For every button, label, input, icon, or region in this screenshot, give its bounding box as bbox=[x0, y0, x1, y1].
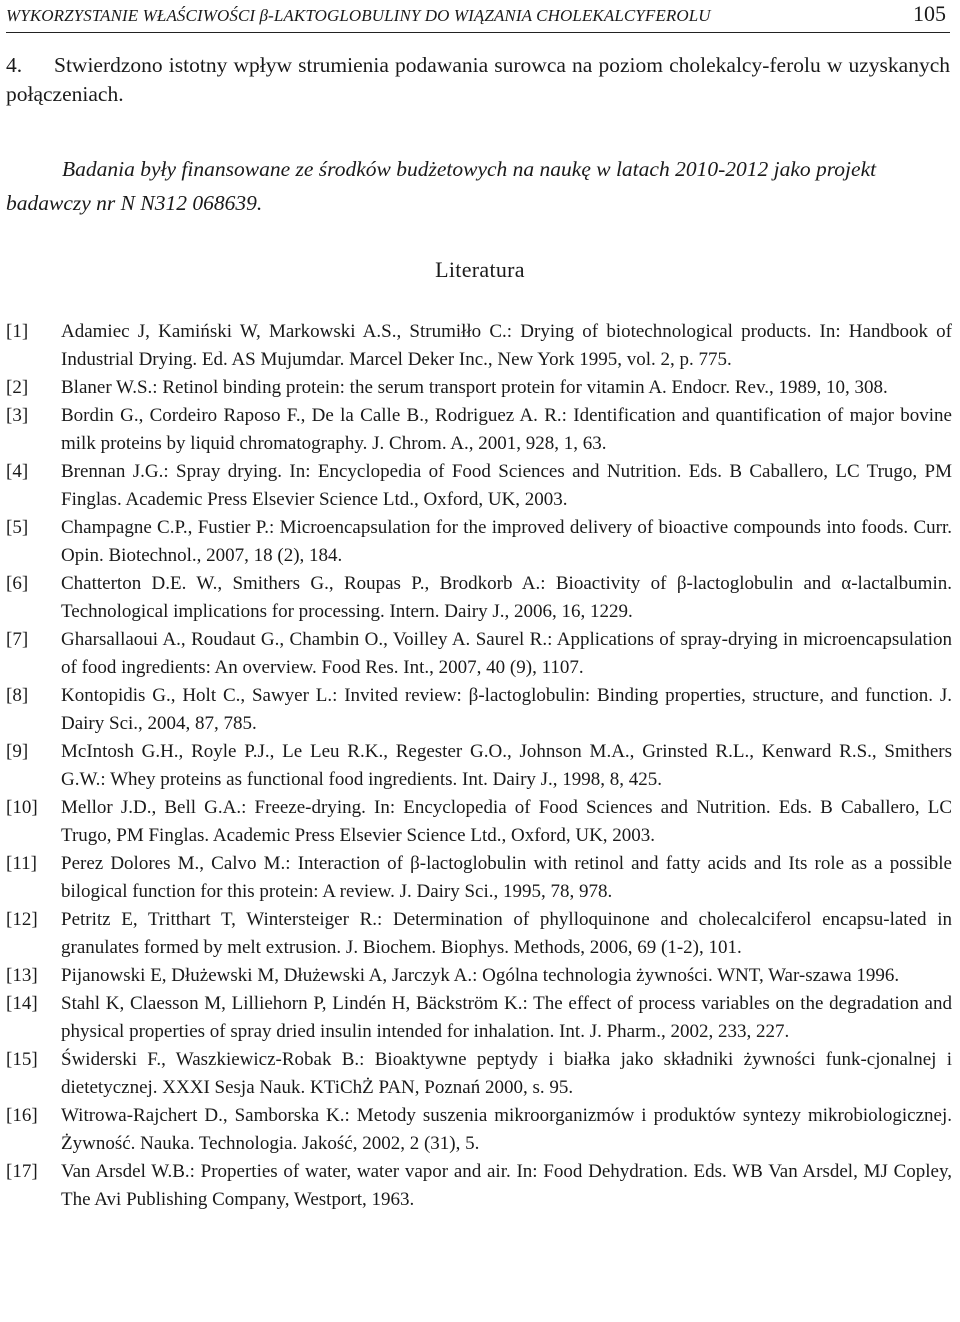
page-number: 105 bbox=[913, 1, 946, 26]
reference-number: [6] bbox=[6, 573, 29, 594]
reference-number: [13] bbox=[6, 965, 38, 986]
reference-number: [14] bbox=[6, 993, 38, 1014]
reference-number: [2] bbox=[6, 377, 29, 398]
reference-text: McIntosh G.H., Royle P.J., Le Leu R.K., Regester G.O., Johnson M.A., Grinsted R.L., Kenward R.S., Smithers G.W.: Whey proteins as functional food ingredients. Int. Dairy J., 1998, 8, 425. bbox=[61, 741, 952, 790]
reference-text: Świderski F., Waszkiewicz-Robak B.: Bioaktywne peptydy i białka jako składniki żywności funk-cjonalnej i dietetycznej. XXXI Sesja Nauk. KTiChŻ PAN, Poznań 2000, s. 95. bbox=[61, 1049, 952, 1098]
reference-text: Petritz E, Tritthart T, Wintersteiger R.: Determination of phylloquinone and cholecalciferol encapsu-lated in granulates formed by melt extrusion. J. Biochem. Biophys. Methods, 2006, 69 (1-2), 101. bbox=[61, 909, 952, 958]
reference-item bbox=[6, 1046, 952, 1102]
reference-number: [8] bbox=[6, 685, 29, 706]
reference-number: [10] bbox=[6, 797, 38, 818]
running-title: WYKORZYSTANIE WŁAŚCIWOŚCI β-LAKTOGLOBULINY DO WIĄZANIA CHOLEKALCYFEROLU bbox=[6, 6, 711, 25]
reference-number: [9] bbox=[6, 741, 29, 762]
reference-item bbox=[6, 794, 952, 850]
reference-text: Gharsallaoui A., Roudaut G., Chambin O., Voilley A. Saurel R.: Applications of spray-drying in microencapsulation of food ingredients: An overview. Food Res. Int., 2007, 40 (9), 1107. bbox=[61, 629, 952, 678]
reference-text: Adamiec J, Kamiński W, Markowski A.S., Strumiłło C.: Drying of biotechnological products. In: Handbook of Industrial Drying. Ed. AS Mujumdar. Marcel Deker Inc., New York 1995, vol. 2, p. 775. bbox=[61, 321, 952, 370]
reference-number: [17] bbox=[6, 1161, 38, 1182]
reference-text: Blaner W.S.: Retinol binding protein: the serum transport protein for vitamin A. Endocr. Rev., 1989, 10, 308. bbox=[61, 377, 888, 398]
reference-text: Stahl K, Claesson M, Lilliehorn P, Lindén H, Bäckström K.: The effect of process variables on the degradation and physical properties of spray dried insulin intended for inhalation. Int. J. Pharm., 2002, 233, 227. bbox=[61, 993, 952, 1042]
reference-text: Kontopidis G., Holt C., Sawyer L.: Invited review: β-lactoglobulin: Binding properties, structure, and function. J. Dairy Sci., 2004, 87, 785. bbox=[61, 685, 952, 734]
reference-number: [1] bbox=[6, 321, 29, 342]
reference-number: [12] bbox=[6, 909, 38, 930]
reference-item bbox=[6, 1158, 952, 1214]
conclusion-number: 4. bbox=[6, 53, 23, 77]
reference-item bbox=[6, 990, 952, 1046]
reference-item bbox=[6, 738, 952, 794]
reference-text: Mellor J.D., Bell G.A.: Freeze-drying. In: Encyclopedia of Food Sciences and Nutrition. Eds. B Caballero, LC Trugo, PM Finglas. Academic Press Elsevier Science Ltd., Oxford, UK, 2003. bbox=[61, 797, 952, 846]
reference-item bbox=[6, 318, 952, 374]
reference-text: Perez Dolores M., Calvo M.: Interaction of β-lactoglobulin with retinol and fatty acids and Its role as a possible bilogical function for this protein: A review. J. Dairy Sci., 1995, 78, 978. bbox=[61, 853, 952, 902]
reference-text: Pijanowski E, Dłużewski M, Dłużewski A, Jarczyk A.: Ogólna technologia żywności. WNT, War-szawa 1996. bbox=[61, 965, 900, 986]
reference-number: [15] bbox=[6, 1049, 38, 1070]
reference-number: [4] bbox=[6, 461, 29, 482]
reference-text: Bordin G., Cordeiro Raposo F., De la Calle B., Rodriguez A. R.: Identification and quantification of major bovine milk proteins by liquid chromatography. J. Chrom. A., 2001, 928, 1, 63. bbox=[61, 405, 952, 454]
reference-item bbox=[6, 850, 952, 906]
reference-item bbox=[6, 374, 952, 402]
reference-text: Brennan J.G.: Spray drying. In: Encyclopedia of Food Sciences and Nutrition. Eds. B Caballero, LC Trugo, PM Finglas. Academic Press Elsevier Science Ltd., Oxford, UK, 2003. bbox=[61, 461, 952, 510]
reference-item bbox=[6, 458, 952, 514]
literature-heading: Literatura bbox=[435, 257, 525, 282]
reference-item bbox=[6, 570, 952, 626]
reference-number: [16] bbox=[6, 1105, 38, 1126]
running-header bbox=[6, 0, 950, 33]
reference-text: Witrowa-Rajchert D., Samborska K.: Metody suszenia mikroorganizmów i produktów syntezy mikrobiologicznej. Żywność. Nauka. Technologia. Jakość, 2002, 2 (31), 5. bbox=[61, 1105, 952, 1154]
reference-item bbox=[6, 962, 952, 990]
reference-number: [3] bbox=[6, 405, 29, 426]
reference-text: Champagne C.P., Fustier P.: Microencapsulation for the improved delivery of bioactive compounds into foods. Curr. Opin. Biotechnol., 2007, 18 (2), 184. bbox=[61, 517, 952, 566]
reference-number: [5] bbox=[6, 517, 29, 538]
reference-item bbox=[6, 402, 952, 458]
reference-list bbox=[6, 318, 952, 1214]
funding-note: Badania były finansowane ze środków budżetowych na naukę w latach 2010-2012 jako projekt badawczy nr N N312 068639. bbox=[6, 157, 877, 215]
reference-number: [11] bbox=[6, 853, 37, 874]
reference-item bbox=[6, 1102, 952, 1158]
conclusion-text: Stwierdzono istotny wpływ strumienia podawania surowca na poziom cholekalcy-ferolu w uzyskanych połączeniach. bbox=[6, 53, 950, 106]
reference-item bbox=[6, 626, 952, 682]
reference-item bbox=[6, 514, 952, 570]
reference-text: Van Arsdel W.B.: Properties of water, water vapor and air. In: Food Dehydration. Eds. WB Van Arsdel, MJ Copley, The Avi Publishing Company, Westport, 1963. bbox=[61, 1161, 952, 1210]
reference-item bbox=[6, 682, 952, 738]
conclusion-item bbox=[6, 51, 950, 109]
reference-number: [7] bbox=[6, 629, 29, 650]
reference-item bbox=[6, 906, 952, 962]
reference-text: Chatterton D.E. W., Smithers G., Roupas P., Brodkorb A.: Bioactivity of β-lactoglobulin and α-lactalbumin. Technological implications for processing. Intern. Dairy J., 2006, 16, 1229. bbox=[61, 573, 952, 622]
